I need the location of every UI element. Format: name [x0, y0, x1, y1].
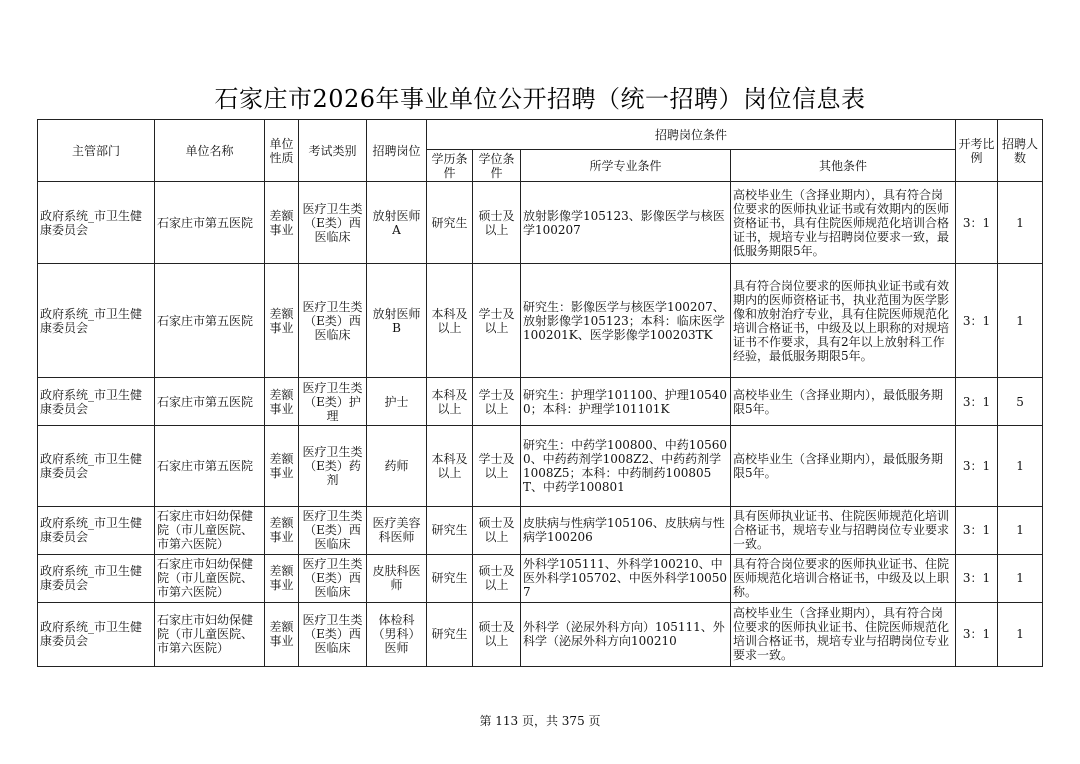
cell-ratio: 3：1	[956, 602, 998, 666]
cell-exam: 医疗卫生类（E类）护理	[299, 378, 367, 426]
cell-count: 5	[998, 378, 1043, 426]
cell-edu: 本科及以上	[427, 378, 473, 426]
cell-ratio: 3：1	[956, 378, 998, 426]
cell-unit: 石家庄市妇幼保健院（市儿童医院、市第六医院）	[155, 602, 265, 666]
cell-degree: 硕士及以上	[473, 602, 521, 666]
table-row	[38, 602, 1043, 666]
cell-unit: 石家庄市妇幼保健院（市儿童医院、市第六医院）	[155, 554, 265, 602]
header-post: 招聘岗位	[367, 120, 427, 182]
page-title: 石家庄市2026年事业单位公开招聘（统一招聘）岗位信息表	[214, 85, 866, 113]
cell-major: 皮肤病与性病学105106、皮肤病与性病学100206	[521, 506, 731, 554]
cell-nature: 差额事业	[265, 426, 299, 506]
page-number: 第 113 页，共 375 页	[479, 714, 601, 728]
cell-nature: 差额事业	[265, 554, 299, 602]
table-row	[38, 554, 1043, 602]
cell-dept: 政府系统_市卫生健康委员会	[38, 264, 155, 378]
cell-count: 1	[998, 506, 1043, 554]
header-unit: 单位名称	[155, 120, 265, 182]
cell-dept: 政府系统_市卫生健康委员会	[38, 554, 155, 602]
cell-other: 具有符合岗位要求的医师执业证书或有效期内的医师资格证书，执业范围为医学影像和放射治疗专业，具有住院医师规范化培训合格证书，中级及以上职称的对规培证书不作要求，具有2年以上放射科工作经验，最低服务期限5年。	[731, 264, 956, 378]
header-other: 其他条件	[731, 150, 956, 182]
cell-count: 1	[998, 182, 1043, 264]
job-table	[37, 119, 1043, 667]
table-row	[38, 378, 1043, 426]
cell-unit: 石家庄市妇幼保健院（市儿童医院、市第六医院）	[155, 506, 265, 554]
header-conditions: 招聘岗位条件	[427, 120, 956, 150]
cell-major: 研究生：影像医学与核医学100207、放射影像学105123；本科：临床医学100201K、医学影像学100203TK	[521, 264, 731, 378]
cell-dept: 政府系统_市卫生健康委员会	[38, 506, 155, 554]
cell-ratio: 3：1	[956, 506, 998, 554]
cell-degree: 硕士及以上	[473, 506, 521, 554]
cell-other: 具有符合岗位要求的医师执业证书、住院医师规范化培训合格证书，中级及以上职称。	[731, 554, 956, 602]
cell-edu: 研究生	[427, 506, 473, 554]
cell-dept: 政府系统_市卫生健康委员会	[38, 426, 155, 506]
cell-exam: 医疗卫生类（E类）西医临床	[299, 182, 367, 264]
cell-unit: 石家庄市第五医院	[155, 378, 265, 426]
cell-exam: 医疗卫生类（E类）西医临床	[299, 602, 367, 666]
cell-count: 1	[998, 426, 1043, 506]
cell-post: 医疗美容科医师	[367, 506, 427, 554]
cell-unit: 石家庄市第五医院	[155, 182, 265, 264]
header-nature: 单位性质	[265, 120, 299, 182]
cell-edu: 本科及以上	[427, 264, 473, 378]
cell-post: 放射医师B	[367, 264, 427, 378]
cell-unit: 石家庄市第五医院	[155, 264, 265, 378]
header-exam: 考试类别	[299, 120, 367, 182]
cell-major: 外科学105111、外科学100210、中医外科学105702、中医外科学100507	[521, 554, 731, 602]
table-row	[38, 506, 1043, 554]
cell-nature: 差额事业	[265, 602, 299, 666]
cell-post: 放射医师A	[367, 182, 427, 264]
header-ratio: 开考比例	[956, 120, 998, 182]
cell-ratio: 3：1	[956, 264, 998, 378]
header-count: 招聘人数	[998, 120, 1043, 182]
cell-dept: 政府系统_市卫生健康委员会	[38, 182, 155, 264]
table-row	[38, 182, 1043, 264]
cell-major: 外科学（泌尿外科方向）105111、外科学（泌尿外科方向100210	[521, 602, 731, 666]
cell-dept: 政府系统_市卫生健康委员会	[38, 602, 155, 666]
cell-unit: 石家庄市第五医院	[155, 426, 265, 506]
cell-degree: 学士及以上	[473, 378, 521, 426]
cell-exam: 医疗卫生类（E类）药剂	[299, 426, 367, 506]
cell-post: 体检科（男科）医师	[367, 602, 427, 666]
cell-post: 护士	[367, 378, 427, 426]
header-degree: 学位条件	[473, 150, 521, 182]
cell-major: 放射影像学105123、影像医学与核医学100207	[521, 182, 731, 264]
cell-nature: 差额事业	[265, 264, 299, 378]
cell-degree: 学士及以上	[473, 264, 521, 378]
header-edu: 学历条件	[427, 150, 473, 182]
cell-count: 1	[998, 602, 1043, 666]
cell-nature: 差额事业	[265, 182, 299, 264]
cell-edu: 研究生	[427, 602, 473, 666]
cell-nature: 差额事业	[265, 378, 299, 426]
cell-other: 高校毕业生（含择业期内），具有符合岗位要求的医师执业证书或有效期内的医师资格证书，具有住院医师规范化培训合格证书，规培专业与招聘岗位要求一致，最低服务期限5年。	[731, 182, 956, 264]
cell-count: 1	[998, 554, 1043, 602]
cell-ratio: 3：1	[956, 182, 998, 264]
cell-degree: 硕士及以上	[473, 554, 521, 602]
cell-count: 1	[998, 264, 1043, 378]
cell-edu: 研究生	[427, 554, 473, 602]
cell-dept: 政府系统_市卫生健康委员会	[38, 378, 155, 426]
cell-degree: 学士及以上	[473, 426, 521, 506]
cell-major: 研究生：护理学101100、护理105400；本科：护理学101101K	[521, 378, 731, 426]
cell-major: 研究生：中药学100800、中药105600、中药药剂学1008Z2、中药药剂学1008Z5；本科：中药制药100805T、中药学100801	[521, 426, 731, 506]
table-row	[38, 426, 1043, 506]
cell-degree: 硕士及以上	[473, 182, 521, 264]
cell-exam: 医疗卫生类（E类）西医临床	[299, 506, 367, 554]
cell-other: 具有医师执业证书、住院医师规范化培训合格证书，规培专业与招聘岗位专业要求一致。	[731, 506, 956, 554]
cell-post: 皮肤科医师	[367, 554, 427, 602]
cell-other: 高校毕业生（含择业期内），最低服务期限5年。	[731, 426, 956, 506]
cell-ratio: 3：1	[956, 554, 998, 602]
cell-ratio: 3：1	[956, 426, 998, 506]
cell-nature: 差额事业	[265, 506, 299, 554]
header-dept: 主管部门	[38, 120, 155, 182]
cell-other: 高校毕业生（含择业期内），具有符合岗位要求的医师执业证书、住院医师规范化培训合格证书，规培专业与招聘岗位专业要求一致。	[731, 602, 956, 666]
cell-post: 药师	[367, 426, 427, 506]
table-row	[38, 264, 1043, 378]
header-row-1	[38, 120, 1043, 150]
cell-other: 高校毕业生（含择业期内），最低服务期限5年。	[731, 378, 956, 426]
cell-edu: 研究生	[427, 182, 473, 264]
cell-exam: 医疗卫生类（E类）西医临床	[299, 554, 367, 602]
header-major: 所学专业条件	[521, 150, 731, 182]
cell-edu: 本科及以上	[427, 426, 473, 506]
cell-exam: 医疗卫生类（E类）西医临床	[299, 264, 367, 378]
